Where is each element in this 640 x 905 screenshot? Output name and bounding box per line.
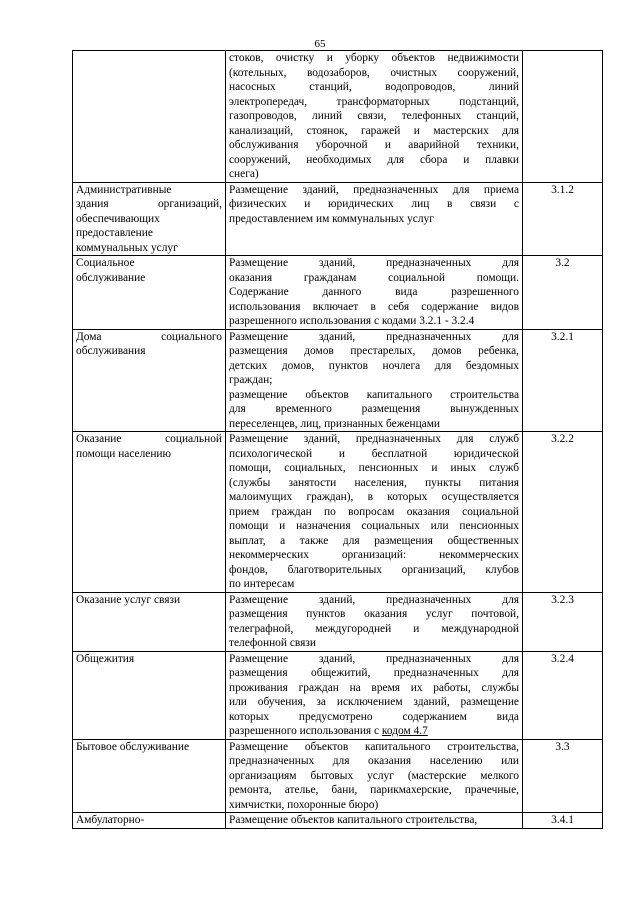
use-type-name-cell: [73, 329, 226, 432]
desc-line: которых предусмотрено содержанием вида: [229, 710, 519, 723]
name-line: Бытовое обслуживание: [76, 740, 190, 753]
page-number: 65: [314, 38, 326, 50]
use-type-name-cell: [73, 256, 226, 330]
desc-line: Размещение зданий, предназначенных для: [229, 257, 519, 269]
desc-line: канализаций, стоянок, гаражей и мастерских для: [229, 124, 519, 137]
use-type-description-cell: [226, 432, 523, 593]
desc-line: (службы занятости населения, пункты питания: [229, 476, 519, 489]
table-row: [73, 739, 603, 813]
desc-line: электропередач, трансформаторных подстанций,: [229, 95, 519, 108]
name-line: предоставление: [76, 227, 153, 239]
table-row: [73, 329, 603, 432]
desc-line: Размещение зданий, предназначенных для: [229, 330, 519, 343]
use-type-description-cell: [226, 51, 523, 183]
desc-line: ремонта, ателье, бани, парикмахерские, прачечные,: [229, 784, 519, 796]
use-type-description-cell: [226, 182, 523, 256]
name-line: обеспечивающих: [76, 212, 160, 225]
desc-line: химчистки, похоронные бюро): [229, 798, 379, 811]
desc-line: Размещение зданий, предназначенных для приема: [229, 183, 519, 196]
desc-line: предназначенных для оказания населению или: [229, 755, 519, 767]
desc-line: помощи и назначения социальных или пенсионных: [229, 520, 519, 532]
use-type-description-cell: [226, 329, 523, 432]
desc-line: разрешенного использования с кодом 4.7: [229, 725, 428, 737]
use-type-name-cell: [73, 592, 226, 651]
desc-line: разрешенного использования с кодами 3.2.1 - 3.2.4: [229, 315, 475, 327]
desc-line: (котельных, водозаборов, очистных сооружений,: [229, 66, 519, 79]
table-row: [73, 51, 603, 183]
desc-line: Размещение объектов капитального строительства,: [229, 740, 519, 753]
use-type-code-cell: 3.2.4: [523, 651, 603, 739]
desc-line: прием граждан по вопросам оказания социальной: [229, 505, 519, 518]
use-type-name-cell: [73, 813, 226, 829]
use-type-code-cell: 3.1.2: [523, 182, 603, 256]
use-type-name-cell: [73, 182, 226, 256]
desc-line: размещения общежитий, предназначенных для: [229, 667, 519, 679]
name-line: Оказание социальной: [76, 433, 222, 445]
name-line: здания организаций,: [76, 198, 222, 210]
use-type-name-cell: [73, 432, 226, 593]
desc-line: размещения домов престарелых, домов ребенка,: [229, 345, 519, 357]
use-type-code-cell: 3.3: [523, 739, 603, 813]
desc-line: физических и юридических лиц в связи с: [229, 198, 519, 210]
table-row: [73, 256, 603, 330]
table-row: [73, 432, 603, 593]
desc-line: проживания граждан на время их работы, службы: [229, 681, 519, 694]
desc-line: обслуживания уборочной и аварийной техники,: [229, 139, 519, 151]
desc-line: по интересам: [229, 578, 295, 590]
use-type-description-cell: [226, 592, 523, 651]
name-line: помощи населению: [76, 447, 172, 460]
desc-line: предоставлением им коммунальных услуг: [229, 212, 434, 225]
desc-line: насосных станций, водопроводов, линий: [229, 81, 519, 93]
name-line: обслуживания: [76, 345, 146, 357]
land-use-table: [72, 50, 603, 829]
use-type-name-cell: [73, 739, 226, 813]
desc-line: Размещение объектов капитального строительства,: [229, 814, 478, 826]
use-type-description-cell: [226, 651, 523, 739]
desc-line: снега): [229, 168, 259, 180]
desc-line: использования включает в себя содержание видов: [229, 300, 519, 313]
desc-line: сооружений, необходимых для сбора и плавки: [229, 153, 519, 166]
code-reference-link[interactable]: кодом 4.7: [381, 725, 428, 737]
name-line: Амбулаторно-: [76, 814, 145, 826]
desc-line: телефонной связи: [229, 637, 316, 649]
desc-line: газопроводов, линий связи, телефонных станций,: [229, 110, 519, 122]
desc-line: Размещение зданий, предназначенных для служб: [229, 433, 519, 445]
desc-line: размещения пунктов оказания услуг почтовой,: [229, 608, 519, 620]
name-line: Дома социального: [76, 330, 222, 343]
use-type-code-cell: 3.4.1: [523, 813, 603, 829]
desc-line: некоммерческих организаций: некоммерческих: [229, 549, 519, 561]
desc-line: Размещение зданий, предназначенных для: [229, 593, 519, 606]
name-line: Социальное: [76, 257, 135, 269]
desc-line: выплат, а также для размещения общественных: [229, 534, 519, 547]
table-row: [73, 813, 603, 829]
table-body: [73, 51, 603, 829]
name-line: Оказание услуг связи: [76, 593, 181, 606]
desc-line: малоимущих граждан), в которых осуществляется: [229, 491, 519, 503]
table-row: [73, 651, 603, 739]
table-row: [73, 182, 603, 256]
desc-line: для временного размещения вынужденных: [229, 403, 519, 415]
desc-line: стоков, очистку и уборку объектов недвижимости: [229, 52, 519, 64]
use-type-description-cell: [226, 256, 523, 330]
use-type-name-cell: [73, 651, 226, 739]
use-type-name-cell: [73, 51, 226, 183]
table-row: [73, 592, 603, 651]
desc-line: переселенцев, лиц, признанных беженцами: [229, 417, 441, 430]
desc-line: организациям бытовых услуг (мастерские мелкого: [229, 769, 519, 782]
name-line: обслуживание: [76, 271, 146, 284]
name-line: Административные: [76, 183, 172, 196]
use-type-code-cell: 3.2: [523, 256, 603, 330]
use-type-code-cell: [523, 51, 603, 183]
desc-line: психологической и бесплатной юридической: [229, 447, 519, 460]
desc-line: телеграфной, междугородней и международной: [229, 622, 519, 635]
desc-line: Размещение зданий, предназначенных для: [229, 652, 519, 665]
name-line: Общежития: [76, 652, 135, 665]
use-type-description-cell: [226, 739, 523, 813]
use-type-code-cell: 3.2.2: [523, 432, 603, 593]
use-type-code-cell: 3.2.1: [523, 329, 603, 432]
desc-line: Содержание данного вида разрешенного: [229, 286, 519, 298]
desc-line: фондов, благотворительных организаций, клубов: [229, 563, 519, 576]
use-type-description-cell: [226, 813, 523, 829]
desc-line: или обучения, за исключением зданий, размещение: [229, 696, 519, 708]
name-line: коммунальных услуг: [76, 241, 178, 254]
use-type-code-cell: 3.2.3: [523, 592, 603, 651]
desc-line: детских домов, пунктов ночлега для бездомных: [229, 359, 519, 372]
desc-line: размещение объектов капитального строительства: [229, 388, 519, 401]
desc-line: граждан;: [229, 374, 273, 386]
desc-line: помощи, социальных, пенсионных и иных служб: [229, 462, 519, 474]
desc-line: оказания гражданам социальной помощи.: [229, 271, 519, 284]
